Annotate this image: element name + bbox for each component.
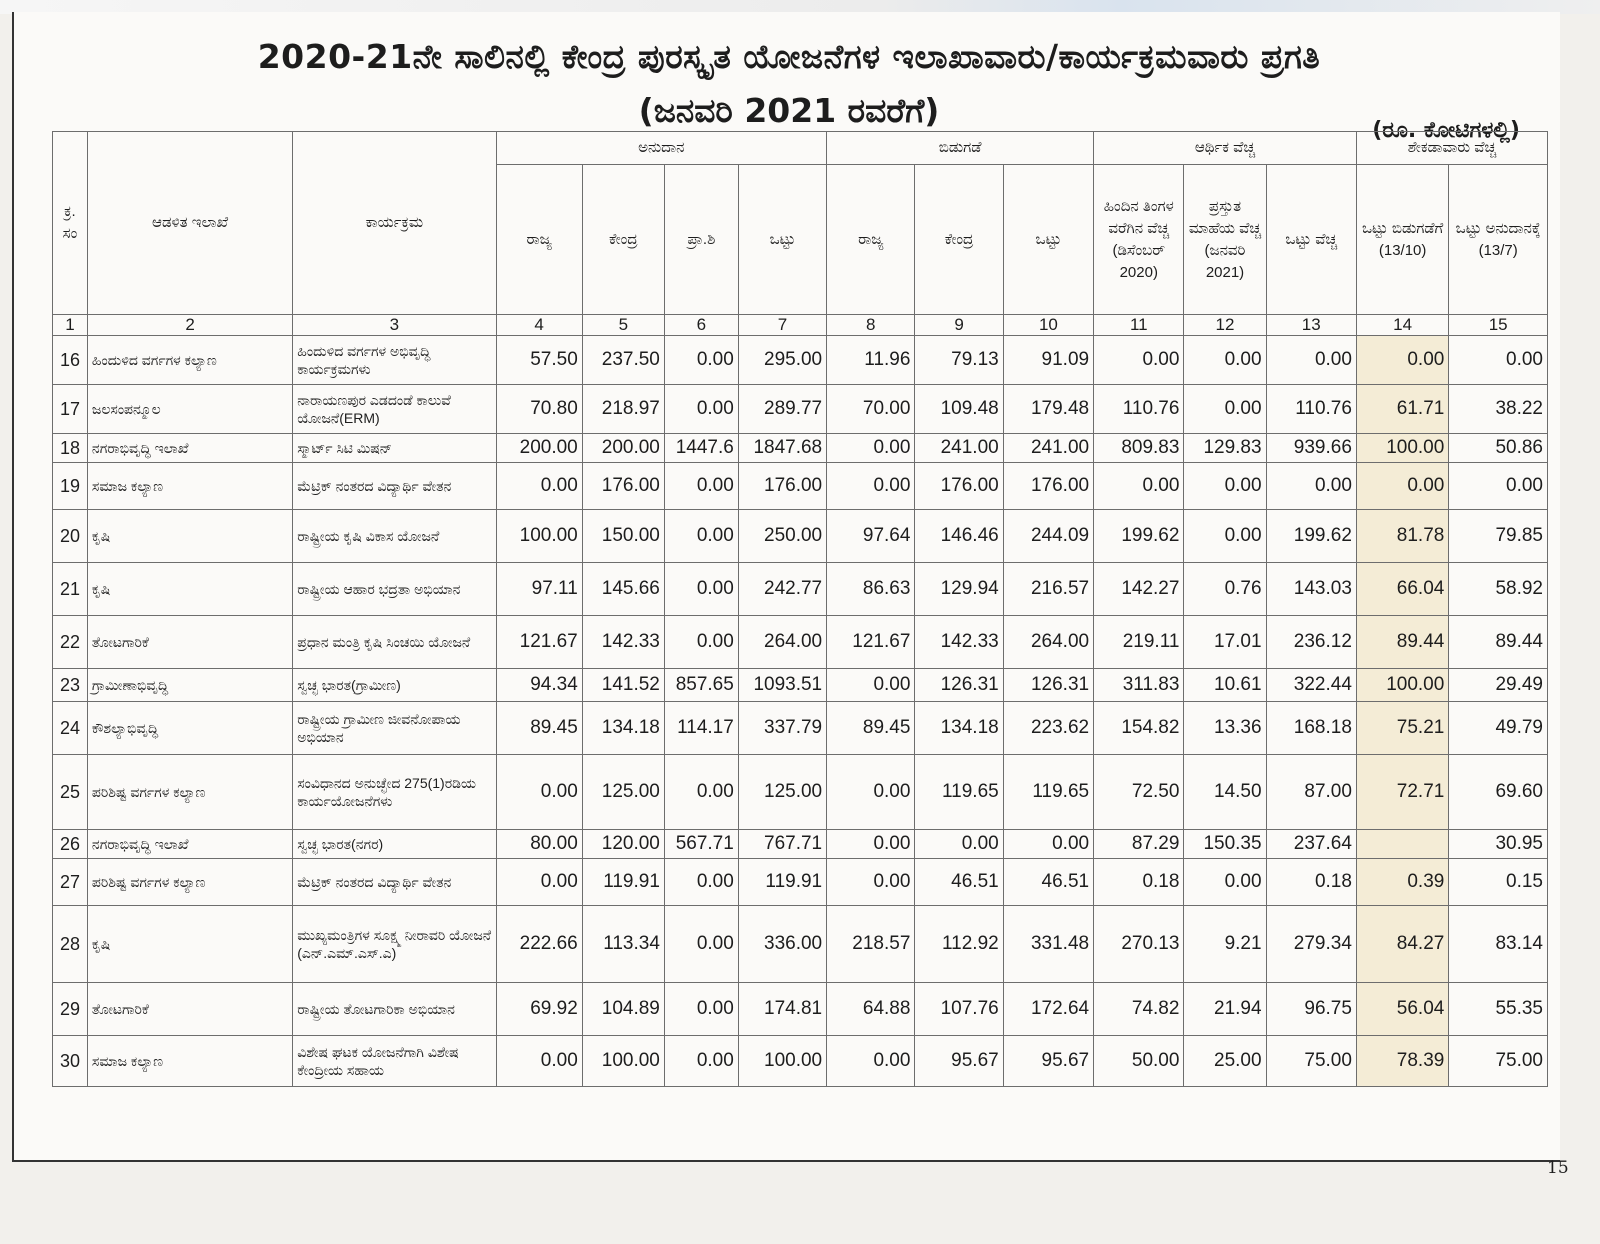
department-cell: ನಗರಾಭಿವೃದ್ಧಿ ಇಲಾಖೆ xyxy=(87,830,292,859)
pct-grant-cell: 38.22 xyxy=(1449,385,1548,434)
prev-exp-cell: 311.83 xyxy=(1094,669,1184,702)
total-exp-cell: 322.44 xyxy=(1266,669,1356,702)
grant-state-cell: 89.45 xyxy=(496,702,582,755)
total-exp-cell: 0.18 xyxy=(1266,859,1356,906)
grant-centre-cell: 141.52 xyxy=(582,669,664,702)
total-exp-cell: 0.00 xyxy=(1266,463,1356,510)
release-state-cell: 0.00 xyxy=(827,463,915,510)
pct-grant-cell: 0.15 xyxy=(1449,859,1548,906)
header-pct-release: ಒಟ್ಟು ಬಿಡುಗಡೆಗೆ (13/10) xyxy=(1356,165,1448,315)
grant-state-cell: 0.00 xyxy=(496,463,582,510)
total-exp-cell: 87.00 xyxy=(1266,755,1356,830)
table-row xyxy=(53,463,1548,510)
grant-centre-cell: 104.89 xyxy=(582,983,664,1036)
curr-exp-cell: 0.76 xyxy=(1184,563,1266,616)
program-cell: ಸ್ಮಾರ್ಟ್ ಸಿಟಿ ಮಿಷನ್ xyxy=(293,434,496,463)
release-centre-cell: 146.46 xyxy=(915,510,1003,563)
grant-centre-cell: 142.33 xyxy=(582,616,664,669)
curr-exp-cell: 21.94 xyxy=(1184,983,1266,1036)
grant-centre-cell: 150.00 xyxy=(582,510,664,563)
grant-state-cell: 70.80 xyxy=(496,385,582,434)
table-row xyxy=(53,563,1548,616)
pct-release-cell: 61.71 xyxy=(1356,385,1448,434)
table-row xyxy=(53,906,1548,983)
department-cell: ನಗರಾಭಿವೃದ್ಧಿ ಇಲಾಖೆ xyxy=(87,434,292,463)
release-state-cell: 0.00 xyxy=(827,755,915,830)
release-state-cell: 0.00 xyxy=(827,669,915,702)
curr-exp-cell: 9.21 xyxy=(1184,906,1266,983)
grant-praashi-cell: 0.00 xyxy=(664,755,738,830)
serial-number-cell: 25 xyxy=(53,755,88,830)
serial-number-cell: 16 xyxy=(53,336,88,385)
grant-praashi-cell: 0.00 xyxy=(664,983,738,1036)
grant-centre-cell: 120.00 xyxy=(582,830,664,859)
prev-exp-cell: 74.82 xyxy=(1094,983,1184,1036)
program-cell: ರಾಷ್ಟ್ರೀಯ ಗ್ರಾಮೀಣ ಜೀವನೋಪಾಯ ಅಭಿಯಾನ xyxy=(293,702,496,755)
prev-exp-cell: 809.83 xyxy=(1094,434,1184,463)
table-row xyxy=(53,830,1548,859)
header-total-exp: ಒಟ್ಟು ವೆಚ್ಚ xyxy=(1266,165,1356,315)
pct-release-cell: 66.04 xyxy=(1356,563,1448,616)
header-grant-state: ರಾಜ್ಯ xyxy=(496,165,582,315)
total-exp-cell: 168.18 xyxy=(1266,702,1356,755)
release-centre-cell: 95.67 xyxy=(915,1036,1003,1087)
serial-number-cell: 30 xyxy=(53,1036,88,1087)
grant-centre-cell: 145.66 xyxy=(582,563,664,616)
total-exp-cell: 110.76 xyxy=(1266,385,1356,434)
program-cell: ಮೆಟ್ರಿಕ್ ನಂತರದ ವಿದ್ಯಾರ್ಥಿ ವೇತನ xyxy=(293,463,496,510)
department-cell: ಕೃಷಿ xyxy=(87,563,292,616)
column-number: 9 xyxy=(915,315,1003,336)
release-total-cell: 119.65 xyxy=(1003,755,1093,830)
release-centre-cell: 119.65 xyxy=(915,755,1003,830)
curr-exp-cell: 0.00 xyxy=(1184,336,1266,385)
prev-exp-cell: 154.82 xyxy=(1094,702,1184,755)
release-total-cell: 331.48 xyxy=(1003,906,1093,983)
header-group-row xyxy=(53,132,1548,165)
column-number: 12 xyxy=(1184,315,1266,336)
department-cell: ಸಮಾಜ ಕಲ್ಯಾಣ xyxy=(87,463,292,510)
release-total-cell: 216.57 xyxy=(1003,563,1093,616)
grant-state-cell: 0.00 xyxy=(496,1036,582,1087)
prev-exp-cell: 110.76 xyxy=(1094,385,1184,434)
total-exp-cell: 96.75 xyxy=(1266,983,1356,1036)
release-centre-cell: 0.00 xyxy=(915,830,1003,859)
program-cell: ಮೆಟ್ರಿಕ್ ನಂತರದ ವಿದ್ಯಾರ್ಥಿ ವೇತನ xyxy=(293,859,496,906)
release-total-cell: 244.09 xyxy=(1003,510,1093,563)
table-row xyxy=(53,510,1548,563)
release-centre-cell: 79.13 xyxy=(915,336,1003,385)
grant-praashi-cell: 0.00 xyxy=(664,906,738,983)
grant-praashi-cell: 0.00 xyxy=(664,563,738,616)
table-row xyxy=(53,702,1548,755)
pct-release-cell: 0.39 xyxy=(1356,859,1448,906)
pct-release-cell: 0.00 xyxy=(1356,463,1448,510)
column-number: 5 xyxy=(582,315,664,336)
department-cell: ಕೃಷಿ xyxy=(87,510,292,563)
total-exp-cell: 237.64 xyxy=(1266,830,1356,859)
department-cell: ತೋಟಗಾರಿಕೆ xyxy=(87,983,292,1036)
pct-grant-cell: 58.92 xyxy=(1449,563,1548,616)
page-subtitle: (ಜನವರಿ 2021 ರವರೆಗೆ) xyxy=(638,91,940,130)
total-exp-cell: 199.62 xyxy=(1266,510,1356,563)
pct-grant-cell: 89.44 xyxy=(1449,616,1548,669)
prev-exp-cell: 50.00 xyxy=(1094,1036,1184,1087)
grant-total-cell: 250.00 xyxy=(738,510,826,563)
grant-praashi-cell: 0.00 xyxy=(664,385,738,434)
serial-number-cell: 27 xyxy=(53,859,88,906)
grant-state-cell: 57.50 xyxy=(496,336,582,385)
grant-total-cell: 289.77 xyxy=(738,385,826,434)
curr-exp-cell: 0.00 xyxy=(1184,859,1266,906)
pct-grant-cell: 30.95 xyxy=(1449,830,1548,859)
curr-exp-cell: 0.00 xyxy=(1184,510,1266,563)
release-total-cell: 176.00 xyxy=(1003,463,1093,510)
table-row xyxy=(53,859,1548,906)
release-total-cell: 223.62 xyxy=(1003,702,1093,755)
pct-release-cell: 78.39 xyxy=(1356,1036,1448,1087)
header-grant-praashi: ಪ್ರಾ.ಶಿ xyxy=(664,165,738,315)
grant-state-cell: 80.00 xyxy=(496,830,582,859)
department-cell: ಕೃಷಿ xyxy=(87,906,292,983)
release-centre-cell: 109.48 xyxy=(915,385,1003,434)
header-prev-exp: ಹಿಂದಿನ ತಿಂಗಳ ವರೆಗಿನ ವೆಚ್ಚ (ಡಿಸೆಂಬರ್ 2020) xyxy=(1094,165,1184,315)
program-cell: ಸ್ವಚ್ಛ ಭಾರತ(ನಗರ) xyxy=(293,830,496,859)
header-grant-centre: ಕೇಂದ್ರ xyxy=(582,165,664,315)
progress-table xyxy=(52,131,1548,1087)
header-department: ಆಡಳಿತ ಇಲಾಖೆ xyxy=(87,132,292,315)
grant-state-cell: 121.67 xyxy=(496,616,582,669)
grant-centre-cell: 237.50 xyxy=(582,336,664,385)
pct-grant-cell: 79.85 xyxy=(1449,510,1548,563)
total-exp-cell: 143.03 xyxy=(1266,563,1356,616)
serial-number-cell: 29 xyxy=(53,983,88,1036)
serial-number-cell: 18 xyxy=(53,434,88,463)
column-number: 15 xyxy=(1449,315,1548,336)
release-centre-cell: 126.31 xyxy=(915,669,1003,702)
release-state-cell: 0.00 xyxy=(827,434,915,463)
pct-grant-cell: 50.86 xyxy=(1449,434,1548,463)
program-cell: ಸ್ವಚ್ಛ ಭಾರತ(ಗ್ರಾಮೀಣ) xyxy=(293,669,496,702)
pct-grant-cell: 83.14 xyxy=(1449,906,1548,983)
program-cell: ಪ್ರಧಾನ ಮಂತ್ರಿ ಕೃಷಿ ಸಿಂಚಯಿ ಯೋಜನೆ xyxy=(293,616,496,669)
release-state-cell: 0.00 xyxy=(827,1036,915,1087)
header-group-percent: ಶೇಕಡಾವಾರು ವೆಚ್ಚ xyxy=(1356,132,1547,165)
column-number: 6 xyxy=(664,315,738,336)
grant-praashi-cell: 0.00 xyxy=(664,1036,738,1087)
release-state-cell: 97.64 xyxy=(827,510,915,563)
header-pct-grant: ಒಟ್ಟು ಅನುದಾನಕ್ಕೆ (13/7) xyxy=(1449,165,1548,315)
column-number: 10 xyxy=(1003,315,1093,336)
grant-praashi-cell: 0.00 xyxy=(664,510,738,563)
department-cell: ಹಿಂದುಳಿದ ವರ್ಗಗಳ ಕಲ್ಯಾಣ xyxy=(87,336,292,385)
pct-release-cell: 75.21 xyxy=(1356,702,1448,755)
program-cell: ರಾಷ್ಟ್ರೀಯ ತೋಟಗಾರಿಕಾ ಅಭಿಯಾನ xyxy=(293,983,496,1036)
release-state-cell: 86.63 xyxy=(827,563,915,616)
program-cell: ಹಿಂದುಳಿದ ವರ್ಗಗಳ ಅಭಿವೃದ್ಧಿ ಕಾರ್ಯಕ್ರಮಗಳು xyxy=(293,336,496,385)
curr-exp-cell: 25.00 xyxy=(1184,1036,1266,1087)
column-number: 1 xyxy=(53,315,88,336)
table-row xyxy=(53,385,1548,434)
department-cell: ತೋಟಗಾರಿಕೆ xyxy=(87,616,292,669)
header-grant-total: ಒಟ್ಟು xyxy=(738,165,826,315)
table-row xyxy=(53,669,1548,702)
grant-centre-cell: 119.91 xyxy=(582,859,664,906)
curr-exp-cell: 10.61 xyxy=(1184,669,1266,702)
grant-state-cell: 200.00 xyxy=(496,434,582,463)
total-exp-cell: 0.00 xyxy=(1266,336,1356,385)
header-release-centre: ಕೇಂದ್ರ xyxy=(915,165,1003,315)
pct-grant-cell: 55.35 xyxy=(1449,983,1548,1036)
header-group-expenditure: ಆರ್ಥಿಕ ವೆಚ್ಚ xyxy=(1094,132,1357,165)
prev-exp-cell: 0.18 xyxy=(1094,859,1184,906)
grant-praashi-cell: 0.00 xyxy=(664,463,738,510)
table-row xyxy=(53,1036,1548,1087)
release-centre-cell: 142.33 xyxy=(915,616,1003,669)
pct-release-cell: 0.00 xyxy=(1356,336,1448,385)
pct-release-cell: 100.00 xyxy=(1356,434,1448,463)
release-total-cell: 126.31 xyxy=(1003,669,1093,702)
pct-grant-cell: 0.00 xyxy=(1449,336,1548,385)
program-cell: ನಾರಾಯಣಪುರ ಎಡದಂಡೆ ಕಾಲುವೆ ಯೋಜನೆ(ERM) xyxy=(293,385,496,434)
grant-centre-cell: 218.97 xyxy=(582,385,664,434)
grant-praashi-cell: 857.65 xyxy=(664,669,738,702)
pct-grant-cell: 29.49 xyxy=(1449,669,1548,702)
table-row xyxy=(53,616,1548,669)
header-release-total: ಒಟ್ಟು xyxy=(1003,165,1093,315)
serial-number-cell: 19 xyxy=(53,463,88,510)
serial-number-cell: 23 xyxy=(53,669,88,702)
grant-total-cell: 242.77 xyxy=(738,563,826,616)
grant-centre-cell: 125.00 xyxy=(582,755,664,830)
release-centre-cell: 107.76 xyxy=(915,983,1003,1036)
curr-exp-cell: 129.83 xyxy=(1184,434,1266,463)
release-centre-cell: 129.94 xyxy=(915,563,1003,616)
grant-total-cell: 337.79 xyxy=(738,702,826,755)
column-number: 4 xyxy=(496,315,582,336)
prev-exp-cell: 142.27 xyxy=(1094,563,1184,616)
release-total-cell: 179.48 xyxy=(1003,385,1093,434)
grant-total-cell: 174.81 xyxy=(738,983,826,1036)
program-cell: ರಾಷ್ಟ್ರೀಯ ಆಹಾರ ಭದ್ರತಾ ಅಭಿಯಾನ xyxy=(293,563,496,616)
serial-number-cell: 24 xyxy=(53,702,88,755)
page-number: 15 xyxy=(1547,1158,1569,1178)
grant-praashi-cell: 0.00 xyxy=(664,859,738,906)
curr-exp-cell: 0.00 xyxy=(1184,463,1266,510)
release-state-cell: 218.57 xyxy=(827,906,915,983)
serial-number-cell: 17 xyxy=(53,385,88,434)
prev-exp-cell: 270.13 xyxy=(1094,906,1184,983)
total-exp-cell: 236.12 xyxy=(1266,616,1356,669)
total-exp-cell: 939.66 xyxy=(1266,434,1356,463)
pct-grant-cell: 69.60 xyxy=(1449,755,1548,830)
grant-centre-cell: 200.00 xyxy=(582,434,664,463)
release-state-cell: 11.96 xyxy=(827,336,915,385)
program-cell: ಮುಖ್ಯಮಂತ್ರಿಗಳ ಸೂಕ್ಷ್ಮ ನೀರಾವರಿ ಯೋಜನೆ (ಎನ್.ಎಮ್.ಎಸ್.ಎ) xyxy=(293,906,496,983)
pct-release-cell: 84.27 xyxy=(1356,906,1448,983)
release-state-cell: 121.67 xyxy=(827,616,915,669)
column-number: 3 xyxy=(293,315,496,336)
pct-release-cell xyxy=(1356,830,1448,859)
grant-praashi-cell: 0.00 xyxy=(664,616,738,669)
release-centre-cell: 134.18 xyxy=(915,702,1003,755)
grant-centre-cell: 100.00 xyxy=(582,1036,664,1087)
header-program: ಕಾರ್ಯಕ್ರಮ xyxy=(293,132,496,315)
column-number-row xyxy=(53,315,1548,336)
pct-release-cell: 72.71 xyxy=(1356,755,1448,830)
curr-exp-cell: 13.36 xyxy=(1184,702,1266,755)
grant-centre-cell: 134.18 xyxy=(582,702,664,755)
grant-state-cell: 97.11 xyxy=(496,563,582,616)
table-row xyxy=(53,336,1548,385)
grant-total-cell: 1093.51 xyxy=(738,669,826,702)
unit-note: (ರೂ. ಕೋಟಿಗಳಲ್ಲಿ) xyxy=(1372,118,1520,143)
pct-grant-cell: 49.79 xyxy=(1449,702,1548,755)
grant-state-cell: 94.34 xyxy=(496,669,582,702)
release-state-cell: 70.00 xyxy=(827,385,915,434)
prev-exp-cell: 219.11 xyxy=(1094,616,1184,669)
grant-centre-cell: 176.00 xyxy=(582,463,664,510)
release-state-cell: 89.45 xyxy=(827,702,915,755)
total-exp-cell: 75.00 xyxy=(1266,1036,1356,1087)
pct-release-cell: 100.00 xyxy=(1356,669,1448,702)
table-row xyxy=(53,434,1548,463)
total-exp-cell: 279.34 xyxy=(1266,906,1356,983)
header-sl-no: ಕ್ರ. ಸಂ xyxy=(53,132,88,315)
table-row xyxy=(53,755,1548,830)
grant-total-cell: 295.00 xyxy=(738,336,826,385)
grant-state-cell: 222.66 xyxy=(496,906,582,983)
curr-exp-cell: 17.01 xyxy=(1184,616,1266,669)
release-centre-cell: 241.00 xyxy=(915,434,1003,463)
serial-number-cell: 21 xyxy=(53,563,88,616)
grant-total-cell: 100.00 xyxy=(738,1036,826,1087)
grant-total-cell: 264.00 xyxy=(738,616,826,669)
release-centre-cell: 176.00 xyxy=(915,463,1003,510)
header-release-state: ರಾಜ್ಯ xyxy=(827,165,915,315)
column-number: 2 xyxy=(87,315,292,336)
grant-praashi-cell: 1447.6 xyxy=(664,434,738,463)
grant-praashi-cell: 114.17 xyxy=(664,702,738,755)
program-cell: ರಾಷ್ಟ್ರೀಯ ಕೃಷಿ ವಿಕಾಸ ಯೋಜನೆ xyxy=(293,510,496,563)
header-curr-exp: ಪ್ರಸ್ತುತ ಮಾಹೆಯ ವೆಚ್ಚ (ಜನವರಿ 2021) xyxy=(1184,165,1266,315)
grant-total-cell: 1847.68 xyxy=(738,434,826,463)
pct-release-cell: 56.04 xyxy=(1356,983,1448,1036)
prev-exp-cell: 199.62 xyxy=(1094,510,1184,563)
release-centre-cell: 46.51 xyxy=(915,859,1003,906)
pct-release-cell: 81.78 xyxy=(1356,510,1448,563)
grant-total-cell: 125.00 xyxy=(738,755,826,830)
column-number: 14 xyxy=(1356,315,1448,336)
release-state-cell: 64.88 xyxy=(827,983,915,1036)
grant-praashi-cell: 0.00 xyxy=(664,336,738,385)
department-cell: ಪರಿಶಿಷ್ಟ ವರ್ಗಗಳ ಕಲ್ಯಾಣ xyxy=(87,859,292,906)
pct-release-cell: 89.44 xyxy=(1356,616,1448,669)
release-state-cell: 0.00 xyxy=(827,859,915,906)
release-total-cell: 241.00 xyxy=(1003,434,1093,463)
table-body xyxy=(53,336,1548,1087)
prev-exp-cell: 87.29 xyxy=(1094,830,1184,859)
header-group-release: ಬಿಡುಗಡೆ xyxy=(827,132,1094,165)
grant-praashi-cell: 567.71 xyxy=(664,830,738,859)
header-group-grant: ಅನುದಾನ xyxy=(496,132,827,165)
department-cell: ಕೌಶಲ್ಯಾಭಿವೃದ್ಧಿ xyxy=(87,702,292,755)
serial-number-cell: 26 xyxy=(53,830,88,859)
grant-state-cell: 0.00 xyxy=(496,755,582,830)
prev-exp-cell: 0.00 xyxy=(1094,463,1184,510)
curr-exp-cell: 14.50 xyxy=(1184,755,1266,830)
serial-number-cell: 28 xyxy=(53,906,88,983)
release-centre-cell: 112.92 xyxy=(915,906,1003,983)
column-number: 7 xyxy=(738,315,826,336)
release-total-cell: 91.09 xyxy=(1003,336,1093,385)
grant-state-cell: 0.00 xyxy=(496,859,582,906)
grant-state-cell: 69.92 xyxy=(496,983,582,1036)
grant-total-cell: 176.00 xyxy=(738,463,826,510)
prev-exp-cell: 0.00 xyxy=(1094,336,1184,385)
release-state-cell: 0.00 xyxy=(827,830,915,859)
release-total-cell: 46.51 xyxy=(1003,859,1093,906)
department-cell: ಗ್ರಾಮೀಣಾಭಿವೃದ್ಧಿ xyxy=(87,669,292,702)
department-cell: ಜಲಸಂಪನ್ಮೂಲ xyxy=(87,385,292,434)
release-total-cell: 264.00 xyxy=(1003,616,1093,669)
grant-total-cell: 119.91 xyxy=(738,859,826,906)
table-row xyxy=(53,983,1548,1036)
column-number: 11 xyxy=(1094,315,1184,336)
column-number: 8 xyxy=(827,315,915,336)
grant-total-cell: 336.00 xyxy=(738,906,826,983)
curr-exp-cell: 0.00 xyxy=(1184,385,1266,434)
grant-centre-cell: 113.34 xyxy=(582,906,664,983)
release-total-cell: 172.64 xyxy=(1003,983,1093,1036)
serial-number-cell: 22 xyxy=(53,616,88,669)
department-cell: ಸಮಾಜ ಕಲ್ಯಾಣ xyxy=(87,1036,292,1087)
grant-total-cell: 767.71 xyxy=(738,830,826,859)
column-number: 13 xyxy=(1266,315,1356,336)
release-total-cell: 95.67 xyxy=(1003,1036,1093,1087)
program-cell: ಸಂವಿಧಾನದ ಅನುಚ್ಛೇದ 275(1)ರಡಿಯ ಕಾರ್ಯಯೋಜನೆಗಳು xyxy=(293,755,496,830)
grant-state-cell: 100.00 xyxy=(496,510,582,563)
department-cell: ಪರಿಶಿಷ್ಟ ವರ್ಗಗಳ ಕಲ್ಯಾಣ xyxy=(87,755,292,830)
pct-grant-cell: 75.00 xyxy=(1449,1036,1548,1087)
prev-exp-cell: 72.50 xyxy=(1094,755,1184,830)
page-title: 2020-21ನೇ ಸಾಲಿನಲ್ಲಿ ಕೇಂದ್ರ ಪುರಸ್ಕೃತ ಯೋಜನೆಗಳ ಇಲಾಖಾವಾರು/ಕಾರ್ಯಕ್ರಮವಾರು ಪ್ರಗತಿ xyxy=(257,37,1321,76)
program-cell: ವಿಶೇಷ ಘಟಕ ಯೋಜನೆಗಾಗಿ ವಿಶೇಷ ಕೇಂದ್ರೀಯ ಸಹಾಯ xyxy=(293,1036,496,1087)
pct-grant-cell: 0.00 xyxy=(1449,463,1548,510)
curr-exp-cell: 150.35 xyxy=(1184,830,1266,859)
serial-number-cell: 20 xyxy=(53,510,88,563)
release-total-cell: 0.00 xyxy=(1003,830,1093,859)
